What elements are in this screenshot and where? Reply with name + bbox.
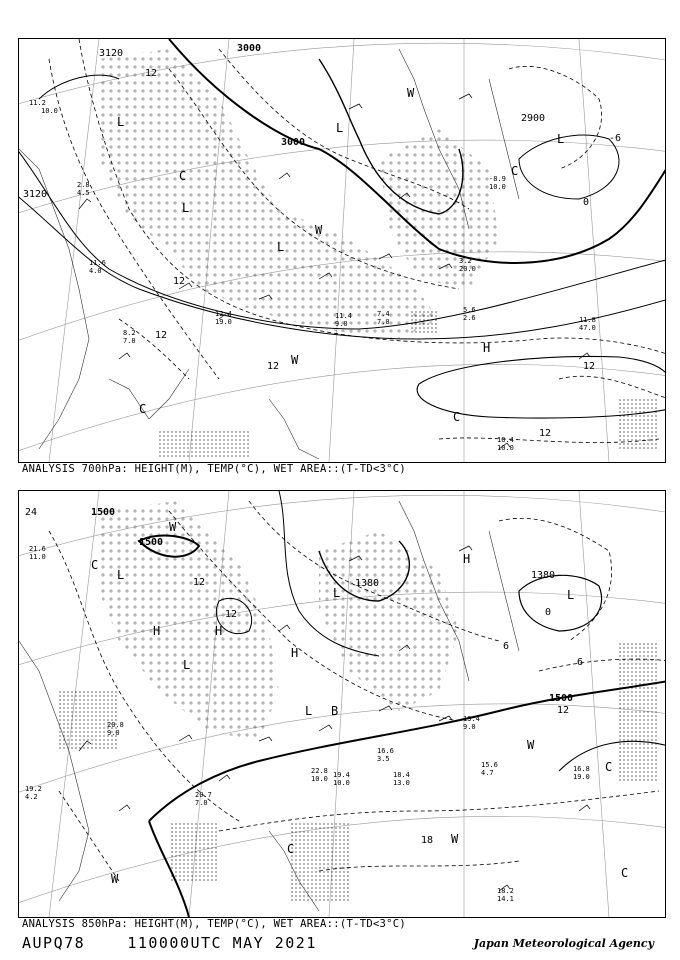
- low-center-mark: L: [117, 115, 125, 129]
- isotherm-label: 24: [25, 507, 38, 518]
- height-label: 1500: [91, 507, 116, 518]
- valid-time: 110000UTC MAY 2021: [127, 934, 317, 952]
- station-value: 14.1: [497, 895, 514, 903]
- isotherm-label: 6: [503, 641, 510, 652]
- cold-center-mark: C: [605, 760, 613, 774]
- station-value: 9.0: [335, 320, 348, 328]
- station-value: 2.8: [77, 181, 90, 189]
- station-value: 19.0: [573, 773, 590, 781]
- cold-center-mark: C: [453, 410, 461, 424]
- station-value: 10.4: [497, 436, 514, 444]
- isotherm-label: 12: [539, 428, 552, 439]
- warm-center-mark: W: [451, 832, 459, 846]
- caption-700hpa: ANALYSIS 700hPa: HEIGHT(M), TEMP(°C), WET AREA::(T-TD<3°C): [22, 463, 407, 475]
- low-center-mark: L: [333, 586, 341, 600]
- station-value: 10.0: [333, 779, 350, 787]
- cold-center-mark: C: [139, 402, 147, 416]
- isotherm-label: -6: [609, 133, 622, 144]
- isotherm-label: 12: [583, 361, 596, 372]
- station-value: 11.0: [29, 553, 46, 561]
- height-label: 3000: [237, 43, 262, 54]
- station-value: 9.0: [463, 723, 476, 731]
- high-center-mark: H: [483, 341, 491, 355]
- low-center-mark: L: [557, 132, 565, 146]
- station-value: 10.0: [311, 775, 328, 783]
- low-center-mark: L: [336, 121, 344, 135]
- station-value: -8.9: [489, 175, 506, 183]
- cold-center-mark: C: [287, 842, 295, 856]
- warm-center-mark: W: [169, 520, 177, 534]
- high-center-mark: H: [215, 624, 223, 638]
- cold-center-mark: C: [511, 164, 519, 178]
- map-panel-700hpa: [18, 38, 666, 463]
- height-label: 1500: [549, 693, 574, 704]
- low-center-mark: L: [567, 588, 575, 602]
- cold-center-mark: C: [91, 558, 99, 572]
- station-value: 3.2: [459, 257, 472, 265]
- isotherm-label: 18: [421, 835, 434, 846]
- high-center-mark: H: [291, 646, 299, 660]
- station-value: 19.4: [333, 771, 350, 779]
- height-label: 3000: [281, 137, 306, 148]
- low-center-mark: L: [183, 658, 191, 672]
- high-center-mark: H: [153, 624, 161, 638]
- station-value: 4.2: [25, 793, 38, 801]
- isotherm-label: 12: [225, 609, 238, 620]
- isotherm-label: 6: [577, 657, 584, 668]
- isotherm-label: 12: [267, 361, 280, 372]
- station-value: 20.7: [195, 791, 212, 799]
- high-center-mark: H: [463, 552, 471, 566]
- station-value: 11.2: [29, 99, 46, 107]
- station-value: 4.7: [481, 769, 494, 777]
- warm-center-mark: W: [291, 353, 299, 367]
- cold-center-mark: C: [621, 866, 629, 880]
- baroclinic-mark: B: [331, 704, 339, 718]
- station-value: 9.0: [107, 729, 120, 737]
- low-center-mark: L: [182, 201, 190, 215]
- isotherm-label: 12: [173, 276, 186, 287]
- station-value: 20.0: [459, 265, 476, 273]
- low-center-mark: L: [305, 704, 313, 718]
- station-value: 3.5: [377, 755, 390, 763]
- warm-center-mark: W: [407, 86, 415, 100]
- low-center-mark: L: [277, 240, 285, 254]
- height-label: 1500: [139, 537, 164, 548]
- station-value: 13.0: [393, 779, 410, 787]
- station-value: 18.4: [393, 771, 410, 779]
- station-value: 4.5: [77, 189, 90, 197]
- isotherm-label: 12: [557, 705, 570, 716]
- station-value: 19.0: [215, 318, 232, 326]
- station-value: 18.2: [497, 887, 514, 895]
- station-value: 11.8: [579, 316, 596, 324]
- station-value: 10.0: [41, 107, 58, 115]
- station-value: 20.8: [107, 721, 124, 729]
- map-850hpa-svg: [19, 491, 665, 917]
- height-label: 2900: [521, 113, 546, 124]
- station-value: 15.6: [481, 761, 498, 769]
- caption-850hpa: ANALYSIS 850hPa: HEIGHT(M), TEMP(°C), WET AREA::(T-TD<3°C): [22, 918, 407, 930]
- low-center-mark: L: [117, 568, 125, 582]
- isotherm-label: 12: [155, 330, 168, 341]
- height-label: 1380: [355, 578, 380, 589]
- station-value: 7.4: [377, 310, 390, 318]
- height-label: 3120: [23, 189, 48, 200]
- station-value: 13.4: [463, 715, 480, 723]
- station-value: 11.6: [89, 259, 106, 267]
- station-value: 19.2: [25, 785, 42, 793]
- station-value: 8.2: [123, 329, 136, 337]
- chart-id-line: [22, 934, 317, 952]
- station-value: 16.8: [573, 765, 590, 773]
- isotherm-label: 0: [545, 607, 552, 618]
- station-value: 16.6: [377, 747, 394, 755]
- warm-center-mark: W: [315, 223, 323, 237]
- map-panel-850hpa: [18, 490, 666, 918]
- isotherm-label: 12: [193, 577, 206, 588]
- station-value: 4.0: [89, 267, 102, 275]
- station-value: 11.4: [335, 312, 352, 320]
- isotherm-label: 0: [583, 197, 590, 208]
- station-value: 22.8: [311, 767, 328, 775]
- station-value: 10.0: [489, 183, 506, 191]
- isotherm-label: 12: [145, 68, 158, 79]
- map-700hpa-svg: [19, 39, 665, 462]
- station-value: 5.6: [463, 306, 476, 314]
- chart-code: AUPQ78: [22, 934, 86, 952]
- height-label: 3120: [99, 48, 124, 59]
- station-value: 2.6: [463, 314, 476, 322]
- station-value: 7.0: [123, 337, 136, 345]
- height-label: 1380: [531, 570, 556, 581]
- cold-center-mark: C: [179, 169, 187, 183]
- station-value: 7.0: [195, 799, 208, 807]
- warm-center-mark: W: [111, 872, 119, 886]
- station-value: 21.6: [29, 545, 46, 553]
- warm-center-mark: W: [527, 738, 535, 752]
- station-value: 10.0: [497, 444, 514, 452]
- station-value: 7.0: [377, 318, 390, 326]
- agency-name: Japan Meteorological Agency: [473, 937, 654, 950]
- station-value: 47.0: [579, 324, 596, 332]
- station-value: 12.4: [215, 310, 232, 318]
